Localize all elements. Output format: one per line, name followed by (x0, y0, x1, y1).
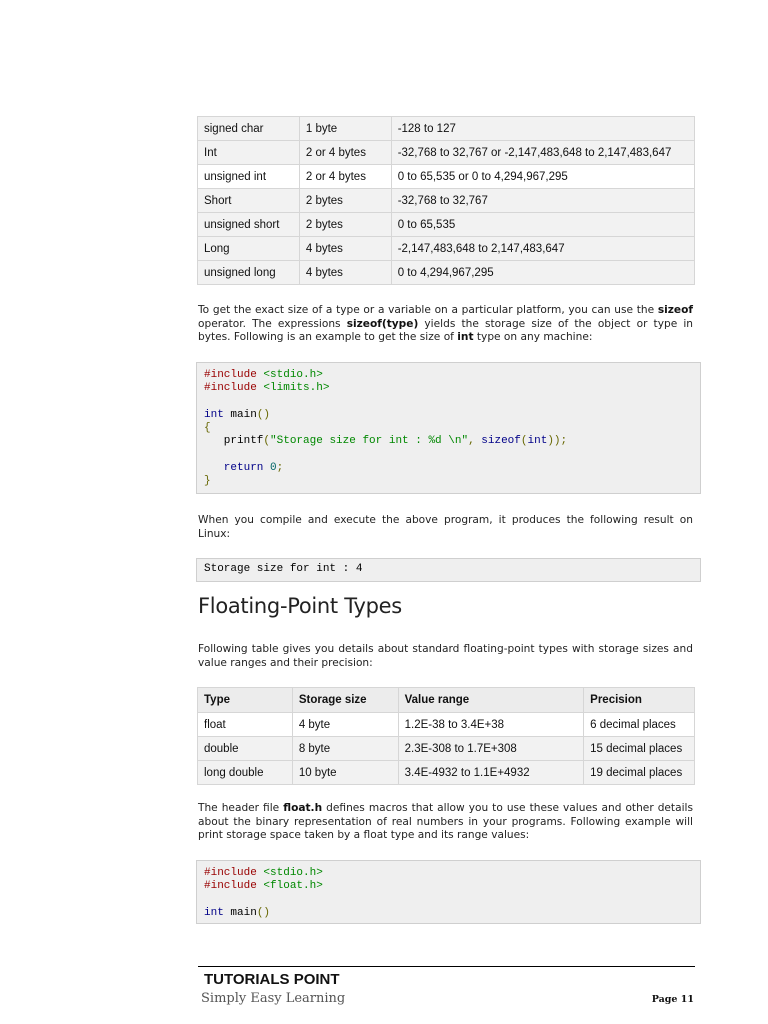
column-header: Type (198, 688, 293, 713)
header-file: <stdio.h> (263, 867, 323, 879)
code-line (204, 369, 693, 382)
precision-cell: 19 decimal places (584, 761, 695, 785)
header-file: <limits.h> (263, 382, 330, 395)
sizeof-term: sizeof (657, 304, 693, 316)
range-cell: -32,768 to 32,767 or -2,147,483,648 to 2,147,483,647 (391, 141, 694, 165)
paragraph-text: operator. The expressions (198, 317, 347, 330)
type-cell: unsigned int (198, 165, 300, 189)
floating-intro-paragraph: Following table gives you details about standard floating-point types with storage sizes and value ranges and their precision: (198, 643, 693, 669)
footer-divider (198, 966, 695, 967)
table-row (198, 261, 695, 285)
paragraph-text: The header file (198, 802, 284, 814)
punctuation: { (204, 422, 211, 435)
section-heading: Floating-Point Types (198, 594, 402, 618)
table-row (198, 165, 695, 189)
preprocessor-keyword: #include (204, 867, 257, 879)
size-cell: 2 bytes (299, 189, 391, 213)
range-cell: -128 to 127 (391, 117, 694, 141)
paragraph-text: yields the storage size of the object or type in bytes. Following is an example to get the size of (198, 317, 693, 344)
range-cell: 3.4E-4932 to 1.1E+4932 (398, 761, 584, 785)
function-name: printf (204, 435, 264, 448)
float-h-term: float.h (283, 802, 323, 814)
table-row (198, 189, 695, 213)
type-cell: Short (198, 189, 300, 213)
table-row (198, 737, 695, 761)
type-keyword: sizeof (481, 435, 521, 448)
punctuation: ; (276, 462, 284, 475)
size-cell: 2 bytes (299, 213, 391, 237)
range-cell: 1.2E-38 to 3.4E+38 (398, 713, 584, 737)
code-block-float (196, 860, 701, 924)
size-cell: 2 or 4 bytes (299, 141, 391, 165)
type-cell: Long (198, 237, 300, 261)
table-row (198, 761, 695, 785)
preprocessor-keyword: #include (204, 880, 257, 893)
size-cell: 4 bytes (299, 261, 391, 285)
output-line: Storage size for int : 4 (204, 563, 363, 575)
sizeof-type-term: sizeof(type) (346, 317, 419, 330)
code-line-blank (204, 894, 693, 907)
output-block (196, 558, 701, 582)
header-file: <stdio.h> (263, 369, 323, 381)
punctuation: , (468, 435, 482, 448)
table-row (198, 213, 695, 237)
precision-cell: 15 decimal places (584, 737, 695, 761)
function-name: main (223, 408, 257, 421)
table-header-row (198, 688, 695, 713)
compile-paragraph: When you compile and execute the above program, it produces the following result on Linux: (198, 514, 693, 540)
size-cell: 1 byte (299, 117, 391, 141)
punctuation: () (256, 408, 271, 421)
column-header: Precision (584, 688, 695, 713)
punctuation: ( (263, 435, 271, 448)
type-cell: Int (198, 141, 300, 165)
code-line (204, 462, 693, 475)
int-term: int (457, 331, 474, 344)
footer-title: TUTORIALS POINT (204, 971, 340, 988)
page-number: Page 11 (651, 994, 694, 1005)
type-cell: unsigned short (198, 213, 300, 237)
function-name: main (223, 906, 257, 919)
code-line (204, 475, 693, 488)
punctuation: ( (520, 435, 528, 448)
size-cell: 8 byte (292, 737, 398, 761)
code-line-blank (204, 396, 693, 409)
float-types-table (197, 687, 695, 785)
size-cell: 4 byte (292, 713, 398, 737)
table-row (198, 117, 695, 141)
code-line (204, 422, 693, 435)
table-row (198, 141, 695, 165)
punctuation: } (204, 475, 211, 488)
type-cell: unsigned long (198, 261, 300, 285)
code-line (204, 867, 693, 880)
code-line (204, 880, 693, 893)
column-header: Storage size (292, 688, 398, 713)
range-cell: -2,147,483,648 to 2,147,483,647 (391, 237, 694, 261)
size-cell: 4 bytes (299, 237, 391, 261)
return-keyword: return (204, 462, 264, 475)
footer-subtitle: Simply Easy Learning (201, 991, 346, 1006)
size-cell: 2 or 4 bytes (299, 165, 391, 189)
range-cell: 0 to 65,535 (391, 213, 694, 237)
paragraph-text: To get the exact size of a type or a variable on a particular platform, you can use the (198, 304, 658, 316)
code-line-blank (204, 449, 693, 462)
code-line (204, 382, 693, 395)
preprocessor-keyword: #include (204, 369, 257, 381)
number-literal: 0 (263, 462, 277, 475)
float-header-paragraph (198, 802, 693, 843)
type-cell: long double (198, 761, 293, 785)
code-block-sizeof (196, 362, 701, 494)
integer-types-table (197, 116, 695, 285)
type-keyword: int (527, 435, 548, 448)
range-cell: 2.3E-308 to 1.7E+308 (398, 737, 584, 761)
punctuation: )); (547, 435, 568, 448)
type-cell: double (198, 737, 293, 761)
preprocessor-keyword: #include (204, 382, 257, 395)
range-cell: -32,768 to 32,767 (391, 189, 694, 213)
precision-cell: 6 decimal places (584, 713, 695, 737)
size-cell: 10 byte (292, 761, 398, 785)
type-cell: float (198, 713, 293, 737)
paragraph-text: defines macros that allow you to use these values and other details about the binary representation of real numbers in your programs. Following example will print storage space taken by a float type and its range values: (198, 802, 693, 842)
type-keyword: int (204, 906, 224, 919)
range-cell: 0 to 4,294,967,295 (391, 261, 694, 285)
table-row (198, 713, 695, 737)
range-cell: 0 to 65,535 or 0 to 4,294,967,295 (391, 165, 694, 189)
code-line (204, 409, 693, 422)
code-line (204, 907, 693, 920)
punctuation: () (256, 906, 271, 919)
type-cell: signed char (198, 117, 300, 141)
header-file: <float.h> (263, 880, 323, 893)
type-keyword: int (204, 408, 224, 421)
paragraph-text: type on any machine: (473, 331, 593, 344)
string-literal: "Storage size for int : %d \n" (270, 435, 469, 448)
sizeof-paragraph (198, 304, 693, 345)
column-header: Value range (398, 688, 584, 713)
code-line (204, 435, 693, 448)
table-row (198, 237, 695, 261)
